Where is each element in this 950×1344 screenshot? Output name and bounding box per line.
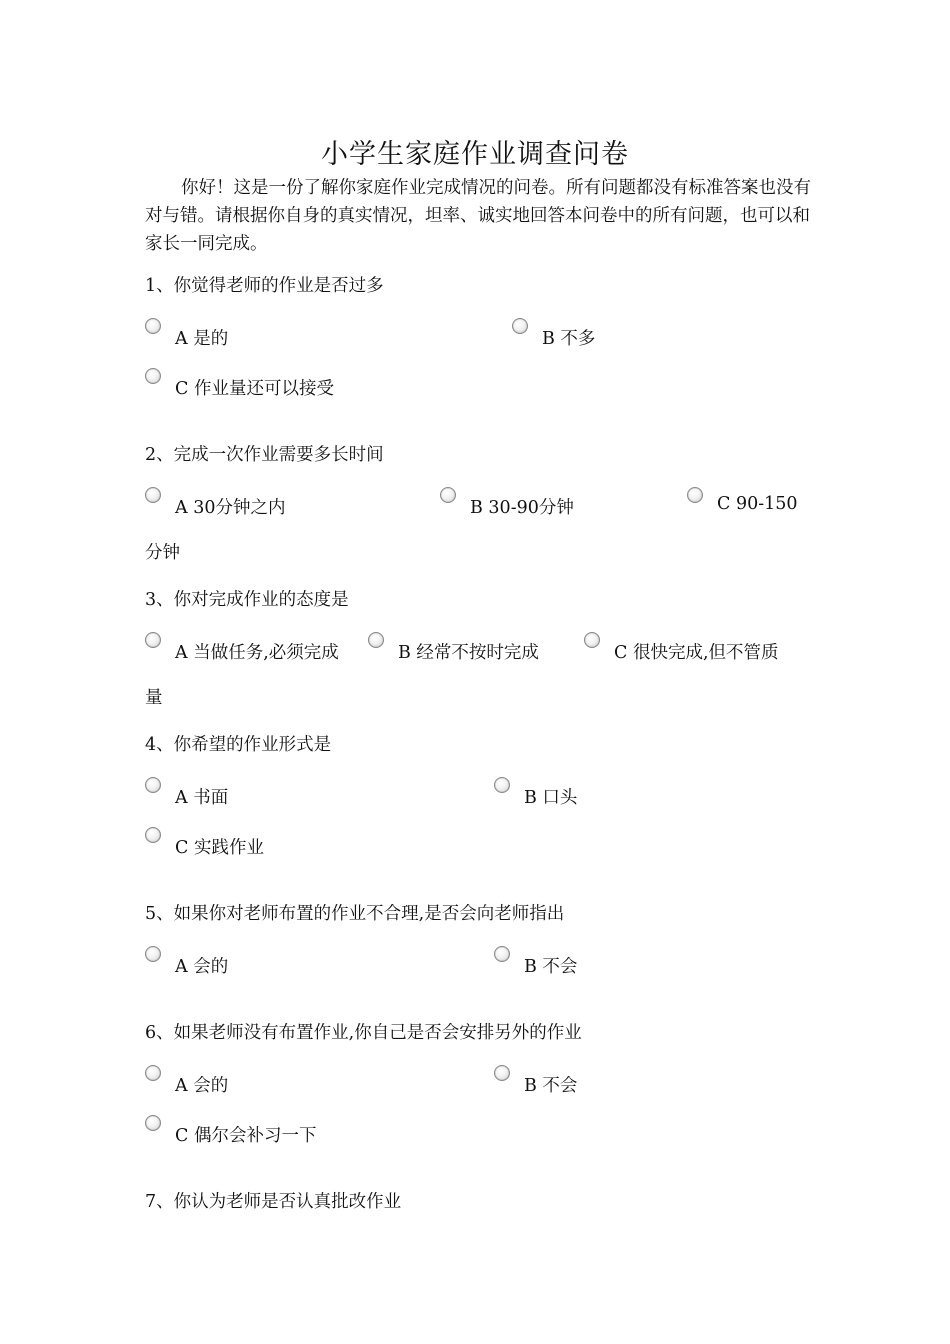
radio-button-icon[interactable] (368, 632, 384, 648)
option-label: C 很快完成,但不管质 (614, 643, 779, 663)
option-label: C 实践作业 (175, 838, 264, 858)
question-4: 4、你希望的作业形式是 (145, 735, 332, 755)
option-label: A 当做任务,必须完成 (175, 643, 339, 663)
q1-option-c[interactable] (145, 375, 334, 400)
option-label: B 不多 (542, 329, 596, 349)
radio-button-icon[interactable] (145, 368, 161, 384)
option-label: B 不会 (524, 1076, 578, 1096)
survey-title: 小学生家庭作业调查问卷 (321, 139, 629, 170)
radio-button-icon[interactable] (494, 1065, 510, 1081)
q2-option-b[interactable] (440, 494, 574, 519)
q2-option-c-wrap: 分钟 (145, 543, 180, 563)
q4-option-b[interactable] (494, 784, 577, 809)
radio-button-icon[interactable] (512, 318, 528, 334)
q1-option-b[interactable] (512, 325, 595, 350)
option-label: A 会的 (175, 1076, 229, 1096)
option-label: A 会的 (175, 957, 229, 977)
option-label: B 30-90分钟 (470, 498, 574, 518)
option-label: C 90-150 (717, 494, 798, 514)
q5-option-b[interactable] (494, 953, 577, 978)
question-2: 2、完成一次作业需要多长时间 (145, 445, 384, 465)
question-5: 5、如果你对老师布置的作业不合理,是否会向老师指出 (145, 904, 565, 924)
radio-button-icon[interactable] (440, 487, 456, 503)
q5-option-a[interactable] (145, 953, 228, 978)
question-7: 7、你认为老师是否认真批改作业 (145, 1192, 402, 1212)
q6-option-c[interactable] (145, 1122, 316, 1147)
question-6: 6、如果老师没有布置作业,你自己是否会安排另外的作业 (145, 1023, 582, 1043)
q4-option-a[interactable] (145, 784, 228, 809)
q4-option-c[interactable] (145, 834, 264, 859)
radio-button-icon[interactable] (494, 777, 510, 793)
radio-button-icon[interactable] (145, 827, 161, 843)
radio-button-icon[interactable] (145, 777, 161, 793)
q2-option-a[interactable] (145, 494, 285, 519)
radio-button-icon[interactable] (584, 632, 600, 648)
q1-option-a[interactable] (145, 325, 228, 350)
option-label: C 作业量还可以接受 (175, 379, 334, 399)
intro-paragraph (145, 174, 815, 258)
q3-option-a[interactable] (145, 639, 339, 664)
question-1: 1、你觉得老师的作业是否过多 (145, 276, 384, 296)
option-label: B 不会 (524, 957, 578, 977)
radio-button-icon[interactable] (145, 1065, 161, 1081)
option-label: C 偶尔会补习一下 (175, 1126, 317, 1146)
radio-button-icon[interactable] (687, 487, 703, 503)
radio-button-icon[interactable] (145, 487, 161, 503)
q6-option-a[interactable] (145, 1072, 228, 1097)
q2-option-c[interactable] (687, 494, 798, 514)
option-label: B 经常不按时完成 (398, 643, 539, 663)
option-label: A 书面 (175, 788, 229, 808)
intro-text: 你好！这是一份了解你家庭作业完成情况的问卷。所有问题都没有标准答案也没有对与错。请根据你自身的真实情况，坦率、诚实地回答本问卷中的所有问题，也可以和家长一同完成。 (145, 178, 811, 254)
radio-button-icon[interactable] (145, 318, 161, 334)
q3-option-c[interactable] (584, 639, 779, 664)
option-label: A 是的 (175, 329, 229, 349)
radio-button-icon[interactable] (494, 946, 510, 962)
radio-button-icon[interactable] (145, 632, 161, 648)
question-3: 3、你对完成作业的态度是 (145, 590, 349, 610)
option-label: A 30分钟之内 (175, 498, 286, 518)
q3-option-b[interactable] (368, 639, 539, 664)
option-label: B 口头 (524, 788, 578, 808)
radio-button-icon[interactable] (145, 1115, 161, 1131)
q6-option-b[interactable] (494, 1072, 577, 1097)
radio-button-icon[interactable] (145, 946, 161, 962)
q3-option-c-wrap: 量 (145, 688, 163, 708)
